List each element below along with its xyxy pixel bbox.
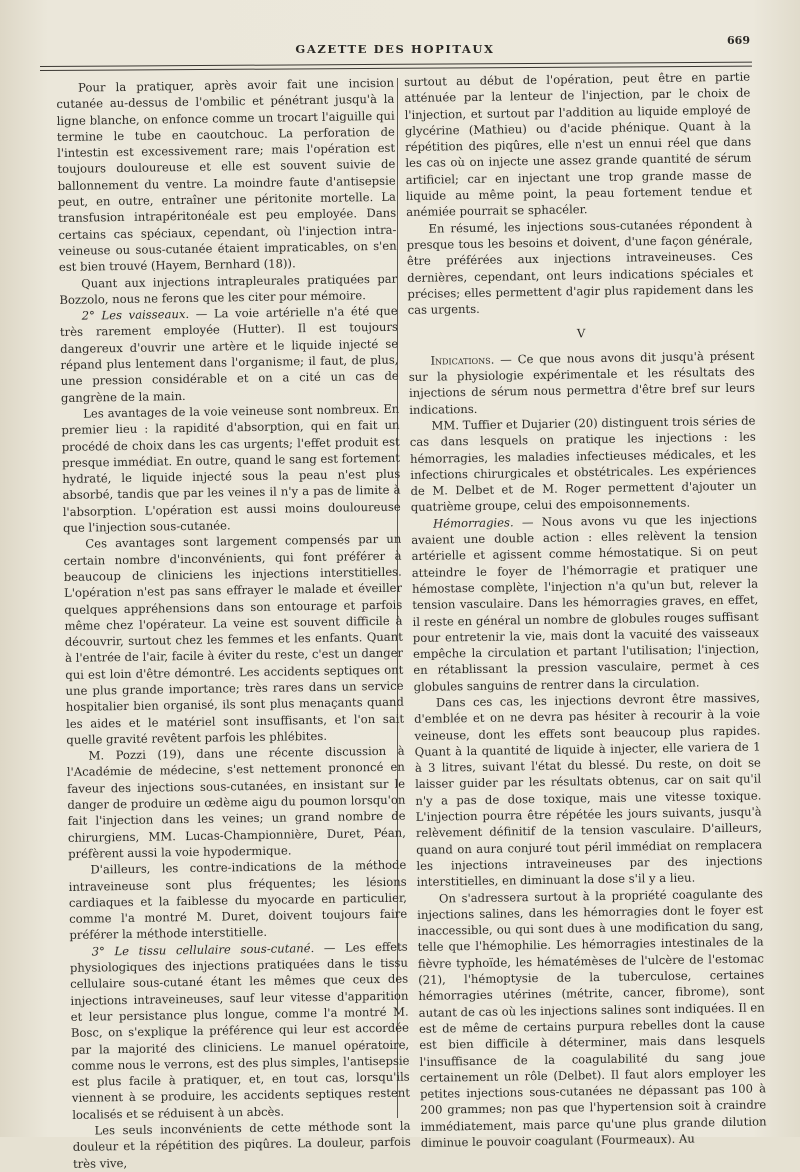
paragraph-text: — Les effets physiologiques des injections pratiquées dans le tissu cellulaire sous-cutané étant les mêmes que ceux des injections intraveineuses, sauf leur vitesse d'apparition et leur persistance plus longue, comme l'a montré M. Bosc, on s'explique la préférence qui leur est accordée par la majorité des cliniciens. Le manuel opératoire, comme nous le verrons, est des plus simples, l'antisepsie est plus facile à pratiquer, et, en tout cas, lorsqu'ils viennent à se produire, les accidents septiques restent localisés et se réduisent à un abcès. — [69, 939, 411, 1122]
paragraph — [404, 69, 752, 221]
paragraph — [59, 270, 397, 308]
paragraph — [406, 215, 753, 318]
paragraph — [411, 510, 760, 695]
paragraph-text: Dans ces cas, les injections devront être massives, d'emblée et on ne devra pas hésiter à recourir à la voie veineuse, dont les effets sont beaucoup plus rapides. Quant à la quantité de liquide à injecter, elle variera de 1 à 3 litres, suivant l'état du blessé. Du reste, on doit se laisser guider par les résultats obtenus, car on sait qu'il n'y a pas de dose toxique, mais une vitesse toxique. L'injection pourra être répétée les jours suivants, jusqu'à relèvement définitif de la tension vasculaire. D'ailleurs, quand on aura conjuré tout péril immédiat on remplacera les injections intraveineuses par des injections interstitielles, en diminuant la dose s'il y a lieu. — [414, 690, 763, 890]
paragraph-text: Ces avantages sont largement compensés par un certain nombre d'inconvénients, qui font préférer à beaucoup de cliniciens les injections interstitielles. L'opération n'est pas sans effrayer le malade et éveiller quelques appréhensions dans son entourage et parfois même chez l'opérateur. La veine est souvent difficile à découvrir, surtout chez les femmes et les enfants. Quant à l'entrée de l'air, facile à éviter du reste, c'est un danger qui est loin d'être démontré. Les accidents septiques ont une plus grande importance; très rares dans un service hospitalier bien organisé, ils sont plus menaçants quand les aides et le matériel sont insuffisants, et l'on sait quelle gravité revêtent parfois les phlébites. — [63, 531, 405, 747]
paragraph-text: Les seuls inconvénients de cette méthode sont la douleur et la répétition des piqûres. La douleur, parfois très vive, — [72, 1118, 411, 1171]
paragraph-text: surtout au début de l'opération, peut être en partie atténuée par la lenteur de l'injection, par le choix de l'injection, et surtout par l'addition au liquide employé de glycérine (Mathieu) ou d'acide phénique. Quant à la répétition des piqûres, elle n'est un ennui réel que dans les cas où on injecte une assez grande quantité de sérum artificiel; car en injectant une trop grande masse de liquide au même point, la peau fortement tendue et anémiée pourrait se sphacéler. — [404, 69, 752, 220]
paragraph — [409, 412, 756, 515]
paragraph-heading: 2° Les vaisseaux. — [81, 307, 190, 323]
paragraph-text: V — [576, 326, 586, 341]
paragraph-heading: 3° Le tissu cellulaire sous-cutané. — [91, 940, 315, 959]
right-column — [404, 69, 767, 1152]
paragraph-text: On s'adressera surtout à la propriété coagulante des injections salines, dans les hémorragies dont le foyer est inaccessible, ou qui sont dues à une modification du sang, telle que l'hémophilie. Les hémorragies intestinales de la fièvre typhoïde, les hématémèses de l'ulcère de l'estomac (21), l'hémoptysie de la tuberculose, certaines hémorragies utérines (métrite, cancer, fibrome), sont autant de cas où les injections salines sont indiquées. Il en est de même de certains purpura rebelles dont la cause est bien difficile à déterminer, mais dans lesquels l'insuffisance de la coagulabilité du sang joue certainement un rôle (Delbet). Il faut alors employer les petites injections sous-cutanées ne dépassant pas 100 à 200 grammes; non pas que l'hypertension soit à craindre immédiatement, mais parce qu'une plus grande dilution diminue le pouvoir coagulant (Fourmeaux). Au — [417, 886, 767, 1150]
paragraph-text: En résumé, les injections sous-cutanées répondent à presque tous les besoins et doivent, d'une façon générale, être préférées aux injections intraveineuses. Ces dernières, cependant, ont leurs indications spéciales et précises; elles permettent d'agir plus rapidement dans les cas urgents. — [406, 216, 754, 318]
paragraph — [414, 689, 763, 890]
paragraph-heading: Indications. — [430, 352, 495, 368]
paragraph-text: — La voie artérielle n'a été que très rarement employée (Hutter). Il est toujours dangereux d'ouvrir une artère et le liquide injecté se répand plus lentement dans l'organisme; il faut, de plus, une pression considérable et on a cité un cas de gangrène de la main. — [59, 303, 399, 405]
paragraph-text: — Ce que nous avons dit jusqu'à présent sur la physiologie expérimentale et les résultats des injections de sérum nous permettra d'être bref sur leurs indications. — [408, 348, 756, 417]
paragraph — [66, 743, 406, 862]
paragraph-text: Quant aux injections intrapleurales pratiquées par Bozzolo, nous ne ferons que les citer pour mémoire. — [59, 271, 398, 307]
paragraph-text: MM. Tuffier et Dujarier (20) distinguent trois séries de cas dans lesquels on pratique les injections : les hémorragies, les maladies infectieuses médicales, et les infections chirurgicales et obstétricales. Les expériences de M. Delbet et de M. Roger permettent d'ajouter un quatrième groupe, celui des empoisonnements. — [409, 413, 757, 515]
paragraph — [60, 303, 399, 406]
paragraph-text: D'ailleurs, les contre-indications de la méthode intraveineuse sont plus fréquentes; les lésions cardiaques et la faiblesse du myocarde en particulier, comme l'a montré M. Duret, doivent toujours faire préférer la méthode interstitielle. — [68, 857, 408, 943]
paragraph — [63, 531, 404, 748]
paragraph-text: — Nous avons vu que les injections avaient une double action : elles relèvent la tension artérielle et agissent comme hémostatique. Si on peut atteindre le foyer de l'hémorragie et pratiquer une hémostase complète, l'injection n'a qu'un but, relever la tension vasculaire. Dans les hémorragies graves, en effet, il reste en général un nombre de globules rouges suffisant pour entretenir la vie, mais dont la vacuité des vaisseaux empêche la circulation et partant l'utilisation; l'injection, en rétablissant la pression vasculaire, permet à ces globules sanguins de rentrer dans la circulation. — [411, 511, 760, 694]
paragraph-text: Pour la pratiquer, après avoir fait une incision cutanée au-dessus de l'ombilic et pénétrant jusqu'à la ligne blanche, on enfonce comme un trocart l'aiguille qui termine le tube en caoutchouc. La perforation de l'intestin est excessivement rare; mais l'opération est toujours douloureuse et elle est souvent suivie de ballonnement du ventre. La moindre faute d'antisepsie peut, en outre, entraîner une péritonite mortelle. La transfusion intrapéritonéale est peu employée. Dans certains cas spéciaux, cependant, où l'injection intra-veineuse ou sous-cutanée étaient impraticables, on s'en est bien trouvé (Hayem, Bernhard (18)). — [56, 75, 397, 275]
paragraph-heading: Hémorragies. — [432, 515, 514, 531]
left-column — [56, 75, 411, 1172]
paragraph-text: M. Pozzi (19), dans une récente discussion à l'Académie de médecine, s'est nettement prononcé en faveur des injections sous-cutanées, en insistant sur le danger de produire un œdème aigu du poumon lorsqu'on fait l'injection dans les veines; un grand nombre de chirurgiens, MM. Lucas-Championnière, Duret, Péan, préfèrent aussi la voie hypodermique. — [66, 743, 406, 861]
paragraph — [68, 857, 407, 944]
page-number: 669 — [727, 34, 750, 47]
paragraph — [72, 1118, 411, 1172]
paragraph-text: Les avantages de la voie veineuse sont nombreux. En premier lieu : la rapidité d'absorption, qui en fait un procédé de choix dans les cas urgents; l'effet produit est presque immédiat. En outre, quand le sang est fortement hydraté, le liquide injecté sous la peau n'est plus absorbé, tandis que par les veines il n'y a pas de limite à l'absorption. L'opération est aussi moins douloureuse que l'injection sous-cutanée. — [61, 401, 401, 535]
section-numeral — [408, 323, 754, 345]
paragraph — [408, 347, 755, 418]
journal-title: GAZETTE DES HOPITAUX — [295, 42, 495, 56]
paragraph — [70, 938, 411, 1123]
paragraph — [56, 75, 397, 276]
paragraph — [417, 885, 767, 1151]
paragraph — [61, 401, 401, 537]
page-header — [40, 34, 750, 60]
